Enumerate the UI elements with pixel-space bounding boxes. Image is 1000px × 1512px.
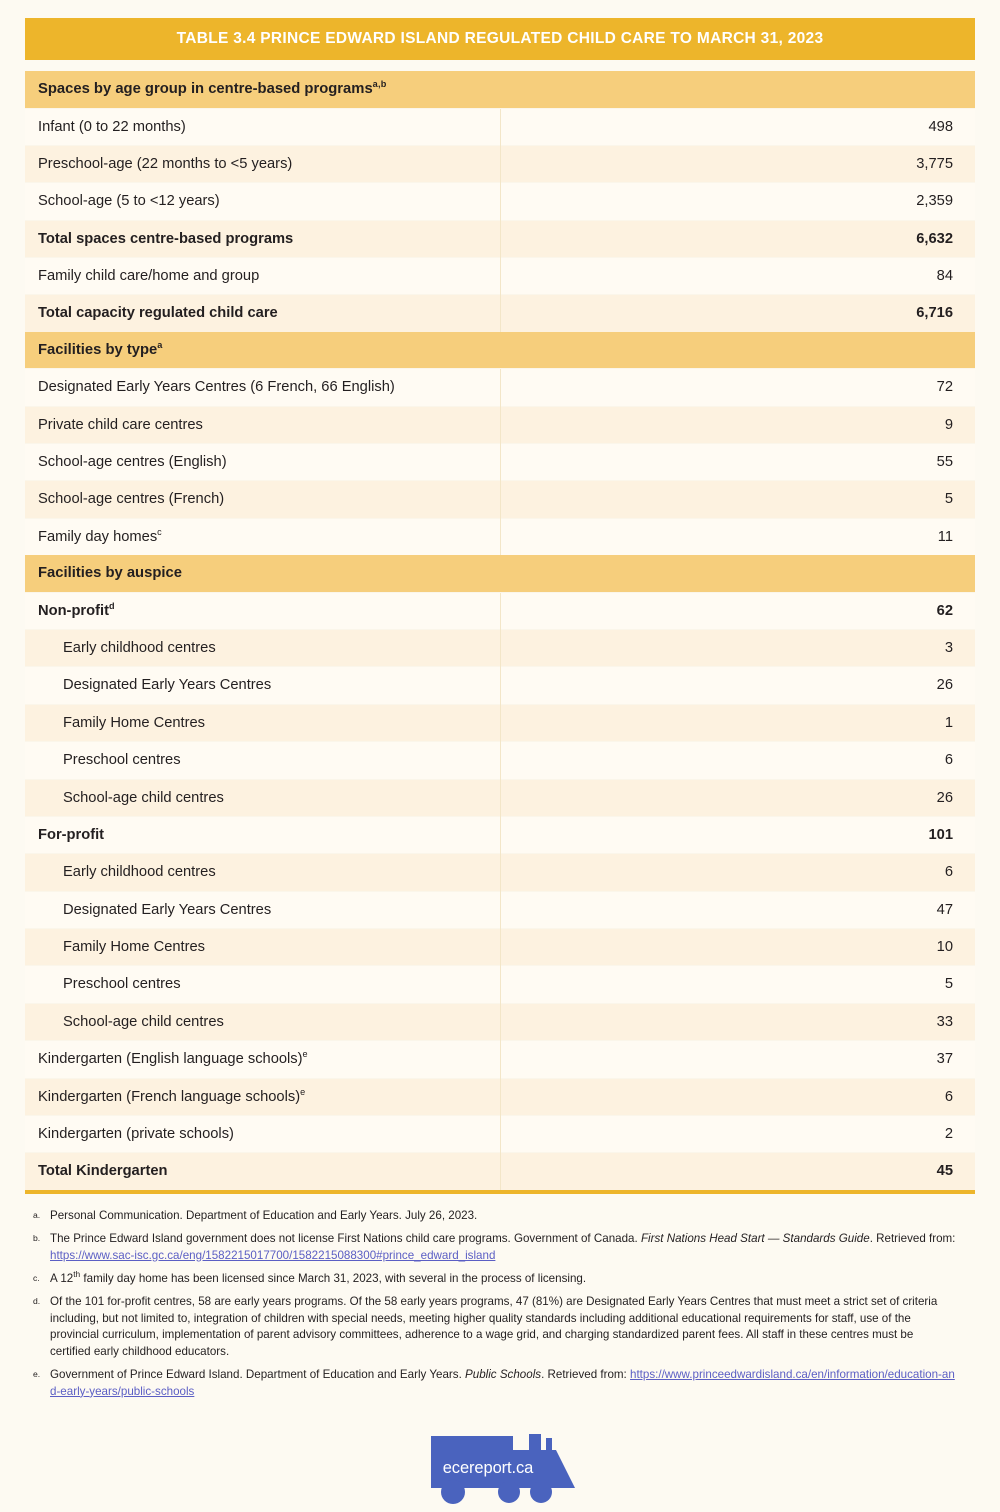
row-value: 5 xyxy=(500,481,975,518)
row-label: School-age child centres xyxy=(25,1003,500,1040)
footnote-span: Of the 101 for-profit centres, 58 are early years programs. Of the 58 early years programs, 47 (81%) are Designated Early Years Centres that must meet a strict set of criteria including, but not limited to, integration of children with special needs, meeting higher quality standards including additional educational requirements for staff, use of the provincial curriculum, implementation of parent advisory committees, adherence to a wage grid, and charging standardized parent fees. All staff in these centres must be certified early childhood educators. xyxy=(50,1295,938,1358)
footnote-marker: d xyxy=(108,600,115,611)
row-value: 6 xyxy=(500,854,975,891)
footnote-marker: a,b xyxy=(372,79,387,90)
footnote-text xyxy=(50,1208,957,1224)
table-row xyxy=(25,779,975,816)
ecereport-logo[interactable] xyxy=(425,1426,575,1512)
table-row xyxy=(25,929,975,966)
row-label: Kindergarten (private schools) xyxy=(25,1115,500,1152)
row-value: 2 xyxy=(500,1115,975,1152)
footnote-mark: d. xyxy=(33,1296,41,1307)
footnote xyxy=(33,1294,957,1360)
footnote-italic: First Nations Head Start — Standards Guide xyxy=(640,1232,870,1246)
footnote-marker: c xyxy=(157,526,162,537)
footnote xyxy=(33,1367,957,1400)
footnote-text xyxy=(50,1231,957,1264)
row-value: 6 xyxy=(500,1078,975,1115)
section-header-label: Spaces by age group in centre-based programs$^{a,b}$ xyxy=(25,71,975,108)
row-value: 47 xyxy=(500,891,975,928)
table-row xyxy=(25,258,975,295)
table-title: TABLE 3.4 PRINCE EDWARD ISLAND REGULATED CHILD CARE TO MARCH 31, 2023 xyxy=(25,18,975,60)
table-row xyxy=(25,667,975,704)
table-row xyxy=(25,444,975,481)
footer-logo xyxy=(25,1426,975,1512)
child-care-table xyxy=(25,71,975,1190)
row-label: Family child care/home and group xyxy=(25,258,500,295)
row-value: 6,716 xyxy=(500,295,975,332)
footnote-text xyxy=(50,1367,957,1400)
footnote-span: A 12 xyxy=(50,1271,74,1285)
row-label: Designated Early Years Centres xyxy=(25,667,500,704)
footnote-marker: a xyxy=(157,339,163,350)
row-label: School-age centres (English) xyxy=(25,444,500,481)
row-label: Preschool centres xyxy=(25,966,500,1003)
footnote-link[interactable]: https://www.princeedwardisland.ca/en/information/education-and-early-years/public-schools xyxy=(50,1368,955,1398)
section-header-row xyxy=(25,332,975,369)
row-value: 9 xyxy=(500,406,975,443)
row-label: Kindergarten (English language schools)$^e$ xyxy=(25,1041,500,1078)
row-label: Private child care centres xyxy=(25,406,500,443)
table-row xyxy=(25,891,975,928)
footnote xyxy=(33,1231,957,1264)
table-row xyxy=(25,1153,975,1190)
table-row xyxy=(25,854,975,891)
row-label: Family Home Centres xyxy=(25,929,500,966)
footnote xyxy=(33,1208,957,1224)
table-row xyxy=(25,1003,975,1040)
row-value: 498 xyxy=(500,108,975,145)
footnote-text xyxy=(50,1271,957,1287)
row-value: 26 xyxy=(500,779,975,816)
footnote xyxy=(33,1271,957,1287)
table-row xyxy=(25,1115,975,1152)
footnote-link[interactable]: https://www.sac-isc.gc.ca/eng/1582215017700/1582215088300#prince_edward_island xyxy=(50,1248,496,1262)
footnote-mark: c. xyxy=(33,1272,40,1283)
footnote-mark: a. xyxy=(33,1209,41,1220)
table-row xyxy=(25,295,975,332)
row-value: 72 xyxy=(500,369,975,406)
row-label: Total spaces centre-based programs xyxy=(25,220,500,257)
row-label: Family day homes$^c$ xyxy=(25,518,500,555)
row-label: Kindergarten (French language schools)$^e$ xyxy=(25,1078,500,1115)
row-value: 101 xyxy=(500,816,975,853)
row-label: Total capacity regulated child care xyxy=(25,295,500,332)
section-header-row xyxy=(25,555,975,592)
table-row xyxy=(25,630,975,667)
row-label: Designated Early Years Centres (6 French, 66 English) xyxy=(25,369,500,406)
row-label: Early childhood centres xyxy=(25,854,500,891)
table-row xyxy=(25,592,975,629)
footnote-span: Personal Communication. Department of Education and Early Years. July 26, 2023. xyxy=(50,1208,478,1222)
footnote-span: . Retrieved from: xyxy=(869,1232,956,1246)
row-value: 45 xyxy=(500,1153,975,1190)
table-bottom-rule xyxy=(25,1190,975,1194)
row-value: 10 xyxy=(500,929,975,966)
ordinal-suffix: th xyxy=(73,1269,81,1280)
table-body xyxy=(25,71,975,1190)
row-value: 55 xyxy=(500,444,975,481)
row-value: 37 xyxy=(500,1041,975,1078)
table-row xyxy=(25,220,975,257)
row-value: 1 xyxy=(500,704,975,741)
row-label: Preschool centres xyxy=(25,742,500,779)
table-row xyxy=(25,183,975,220)
footnote-span: The Prince Edward Island government does not license First Nations child care programs. Government of Canada. xyxy=(50,1232,641,1246)
row-label: Non-profit$^d$ xyxy=(25,592,500,629)
footnote-text xyxy=(50,1294,957,1360)
logo-text: ecereport.ca xyxy=(442,1459,534,1478)
row-value: 62 xyxy=(500,592,975,629)
row-label: School-age centres (French) xyxy=(25,481,500,518)
row-value: 6 xyxy=(500,742,975,779)
table-row xyxy=(25,704,975,741)
table-row xyxy=(25,145,975,182)
row-label: School-age (5 to <12 years) xyxy=(25,183,500,220)
table-row xyxy=(25,369,975,406)
row-value: 6,632 xyxy=(500,220,975,257)
row-value: 26 xyxy=(500,667,975,704)
footnote-mark: e. xyxy=(33,1369,41,1380)
table-row xyxy=(25,481,975,518)
row-value: 2,359 xyxy=(500,183,975,220)
row-label: Family Home Centres xyxy=(25,704,500,741)
table-row xyxy=(25,108,975,145)
row-value: 3 xyxy=(500,630,975,667)
row-value: 5 xyxy=(500,966,975,1003)
row-value: 84 xyxy=(500,258,975,295)
row-label: Designated Early Years Centres xyxy=(25,891,500,928)
row-value: 33 xyxy=(500,1003,975,1040)
row-label: For-profit xyxy=(25,816,500,853)
table-row xyxy=(25,1078,975,1115)
footnotes xyxy=(25,1208,975,1401)
footnote-marker: e xyxy=(302,1049,308,1060)
section-header-label: Facilities by type$^a$ xyxy=(25,332,975,369)
footnote-marker: e xyxy=(300,1086,306,1097)
table-row xyxy=(25,816,975,853)
footnote-italic: Public Schools xyxy=(465,1368,542,1382)
row-value: 11 xyxy=(500,518,975,555)
row-label: Early childhood centres xyxy=(25,630,500,667)
table-row xyxy=(25,518,975,555)
row-label: Total Kindergarten xyxy=(25,1153,500,1190)
footnote-span: family day home has been licensed since March 31, 2023, with several in the process of licensing. xyxy=(80,1271,587,1285)
row-value: 3,775 xyxy=(500,145,975,182)
section-header-row xyxy=(25,71,975,108)
footnote-mark: b. xyxy=(33,1233,41,1244)
row-label: Infant (0 to 22 months) xyxy=(25,108,500,145)
table-row xyxy=(25,1041,975,1078)
row-label: School-age child centres xyxy=(25,779,500,816)
table-row xyxy=(25,742,975,779)
footnote-span: Government of Prince Edward Island. Department of Education and Early Years. xyxy=(50,1368,466,1382)
section-header-label: Facilities by auspice xyxy=(25,555,975,592)
footnote-span: . Retrieved from: xyxy=(541,1368,630,1382)
table-row xyxy=(25,966,975,1003)
table-row xyxy=(25,406,975,443)
row-label: Preschool-age (22 months to <5 years) xyxy=(25,145,500,182)
